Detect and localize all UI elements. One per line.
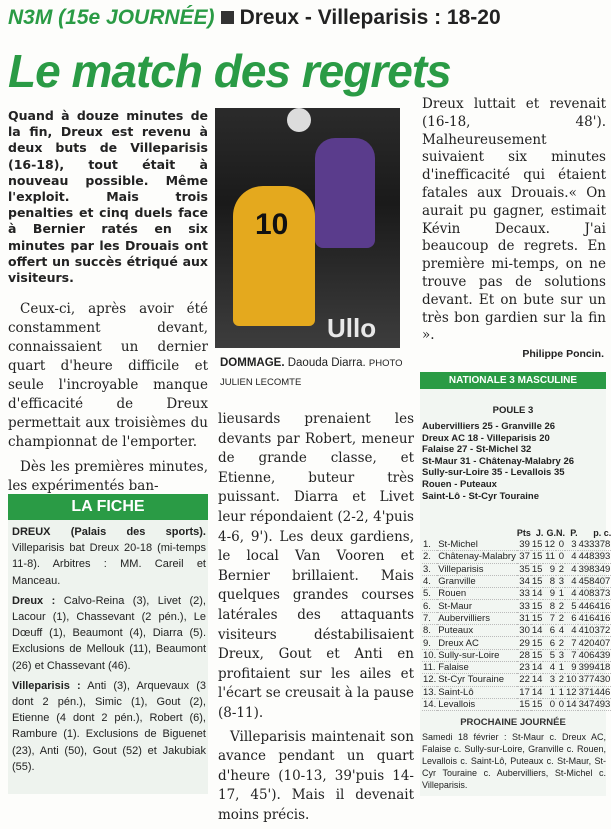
cell-n: 3 <box>556 575 565 587</box>
cell-n: 1 <box>556 588 565 600</box>
cell-pts: 34 <box>517 575 531 587</box>
table-row <box>422 637 611 649</box>
cell-g: 12 <box>544 539 556 551</box>
fiche-body <box>12 524 206 779</box>
player-yellow-jersey <box>233 186 315 326</box>
cell-g: 11 <box>545 551 556 563</box>
cell-j: 15 <box>531 649 543 661</box>
cell-rank: 10. <box>423 649 437 661</box>
cell-g: 8 <box>543 600 556 612</box>
cell-rank: 12. <box>423 674 437 686</box>
cell-rank: 7. <box>422 612 437 624</box>
col-header: p. c. <box>593 528 611 538</box>
poule-title: POULE 3 <box>492 405 534 416</box>
ranking-body <box>422 539 611 711</box>
cell-g: 5 <box>543 649 556 661</box>
body-right-column: Dreux luttait et revenait (16-18, 48'). Malheureusement suivaient six minutes d'inefficacité qui étaient fatales aux Drouais.« On aurait pu gagner, estimait Kévin Decaux. J'ai beaucoup de regrets. En première mi-temps, on ne trouve pas de solutions devant. Et on bute sur un très bon gardien sur la fin ». <box>422 96 606 344</box>
table-header-row <box>422 527 611 539</box>
results-list <box>422 421 606 502</box>
cell-n: 2 <box>556 612 565 624</box>
cell-team: Levallois <box>437 698 517 710</box>
cell-rank: 5. <box>422 588 437 600</box>
cell-team: Villeparisis <box>437 563 517 575</box>
cell-j: 15 <box>531 551 543 563</box>
cell-p: 3 <box>565 539 578 551</box>
cell-p: 6 <box>565 612 578 624</box>
cell-pc: 399418 <box>578 662 611 674</box>
table-row <box>422 563 611 575</box>
cell-pts: 17 <box>517 686 531 698</box>
match-photo <box>215 108 400 348</box>
fiche-venue: DREUX (Palais des sports). <box>12 526 206 538</box>
player-purple-jersey <box>315 138 375 248</box>
cell-g: 6 <box>543 637 556 649</box>
caption-text: Daouda Diarra. <box>287 357 366 369</box>
fiche-team: Villeparisis : <box>12 679 81 692</box>
cell-team: Aubervilliers <box>437 612 517 624</box>
col-header: N. <box>556 528 566 538</box>
ad-board-text: Ullo <box>327 313 377 343</box>
fiche-team: Dreux : <box>12 594 56 607</box>
table-row <box>422 551 611 563</box>
body-paragraph: lieusards prenaient les devants par Robert, meneur de grande classe, et Etienne, buteur très puissant. Diarra et Livet leur répondaient (2-2, 4'puis 4-6, 9'). Les deux gardiens, le local Van Vooren et Bernier brillaient. Mais quelques grandes courses latérales des attaquants visiteurs déstabilisaient Dreux, Gout et Anti en profitaient sur les ailes et l'écart se creusait à la pause (8-11). <box>218 411 415 721</box>
headline: Le match des regrets <box>8 45 451 97</box>
cell-pc: 410372 <box>578 625 611 637</box>
cell-n: 0 <box>556 698 565 710</box>
cell-j: 15 <box>531 539 543 551</box>
lead-paragraph: Quand à douze minutes de la fin, Dreux est revenu à deux buts de Villeparisis (16-18), tout était à nouveau possible. Même l'exploit. Mais trois penalties et cinq duels face à Bernier ratés en six minutes par les Drouais ont offert un succès étriqué aux visiteurs. <box>8 108 208 286</box>
cell-j: 14 <box>531 625 543 637</box>
cell-pc: 416416 <box>578 612 611 624</box>
table-row <box>422 649 611 661</box>
photo-caption <box>220 354 405 392</box>
cell-pts: 15 <box>517 698 531 710</box>
cell-pts: 33 <box>517 600 531 612</box>
cell-team: Granville <box>437 575 517 587</box>
cell-pc: 433378 <box>578 539 611 551</box>
cell-g: 9 <box>543 588 556 600</box>
cell-pc: 420407 <box>578 637 611 649</box>
caption-bold: DOMMAGE. <box>220 357 285 369</box>
fiche-text: Anti (3), Arquevaux (3 dont 2 pén.), Simic (1), Gout (2), Etienne (4 dont 2 pén.), Robert (6), Rambure (1). Exclusions de Biguenet (23), Anti (50), Gout (52) et Jakubiak (55). <box>12 679 206 773</box>
result-line: Sully-sur-Loire 35 - Levallois 35 <box>422 467 565 479</box>
cell-rank: 14. <box>423 699 437 710</box>
fiche-paragraph <box>12 593 206 674</box>
col-header: J. <box>535 528 544 538</box>
cell-rank: 9. <box>422 637 437 649</box>
cell-p: 4 <box>565 588 578 600</box>
cell-p: 4 <box>565 575 578 587</box>
cell-team: St-Cyr Touraine <box>437 674 517 686</box>
cell-pc: 448393 <box>578 551 611 563</box>
body-paragraph: Ceux-ci, après avoir été constamment devant, connaissaient un dernier quart d'heure difficile et seule l'incroyable manque d'efficacité de Dreux permettait aux troisièmes du championnat de l'emporter. <box>8 301 208 450</box>
cell-pts: 31 <box>517 612 531 624</box>
cell-pc: 398349 <box>578 563 611 575</box>
table-row <box>422 661 611 673</box>
cell-p: 9 <box>565 661 578 673</box>
cell-p: 7 <box>565 637 578 649</box>
body-middle-column <box>218 410 414 829</box>
table-row <box>422 588 611 600</box>
cell-j: 14 <box>531 662 543 674</box>
col-header: Pts <box>516 528 531 538</box>
cell-pc: 371446 <box>578 686 611 698</box>
cell-team: Rouen <box>437 588 517 600</box>
cell-p: 4 <box>565 625 578 637</box>
cell-j: 15 <box>531 612 543 624</box>
cell-j: 15 <box>531 699 543 710</box>
cell-j: 15 <box>531 563 543 575</box>
cell-p: 5 <box>565 600 578 612</box>
cell-p: 10 <box>566 674 577 686</box>
cell-j: 15 <box>531 576 543 588</box>
result-line: Falaise 27 - St-Michel 32 <box>422 444 532 456</box>
cell-j: 14 <box>531 674 543 686</box>
cell-j: 15 <box>531 637 543 649</box>
table-row <box>422 625 611 637</box>
col-header: G. <box>546 528 557 538</box>
next-round-title: PROCHAINE JOURNÉE <box>460 717 566 728</box>
cell-pc: 458407 <box>578 576 611 588</box>
square-bullet-icon <box>221 11 234 24</box>
cell-p: 12 <box>566 686 577 698</box>
table-row <box>422 612 611 624</box>
cell-j: 14 <box>531 588 543 600</box>
fiche-paragraph <box>12 524 206 589</box>
result-line: Rouen - Puteaux <box>422 478 497 490</box>
cell-n: 2 <box>556 637 565 649</box>
cell-team: Saint-Lô <box>437 686 517 698</box>
cell-rank: 11. <box>423 662 436 674</box>
cell-rank: 2. <box>422 551 437 563</box>
cell-pts: 22 <box>517 674 531 686</box>
ranking-table <box>422 527 611 711</box>
cell-pts: 28 <box>517 649 531 661</box>
cell-n: 2 <box>556 563 565 575</box>
kicker <box>8 6 501 30</box>
cell-g: 3 <box>543 674 556 686</box>
match-score: Dreux - Villeparisis : 18-20 <box>239 6 501 29</box>
result-line: Aubervilliers 25 - Granville 26 <box>422 421 556 432</box>
body-paragraph: Dès les premières minutes, les expérimentés ban- <box>8 459 208 494</box>
cell-pc: 406439 <box>578 649 611 661</box>
cell-g: 9 <box>543 563 556 575</box>
cell-rank: 6. <box>422 600 437 612</box>
cell-pc: 377430 <box>578 674 611 686</box>
league-title: NATIONALE 3 MASCULINE <box>420 372 606 389</box>
table-row <box>422 698 611 710</box>
fiche-title: LA FICHE <box>8 494 208 520</box>
cell-g: 6 <box>543 625 556 637</box>
cell-g: 8 <box>543 575 556 587</box>
cell-j: 15 <box>531 600 543 612</box>
byline: Philippe Poncin. <box>522 348 604 360</box>
photo-credit: PHOTO JULIEN LECOMTE <box>220 358 403 388</box>
cell-n: 2 <box>556 600 565 612</box>
cell-pc: 347493 <box>578 699 611 710</box>
body-paragraph: Villeparisis maintenait son avance pendant un quart d'heure (10-13, 39'puis 14-17, 45'). Mais il devenait moins précis. <box>218 728 414 823</box>
cell-team: St-Maur <box>437 600 517 612</box>
fiche-text: Villeparisis bat Dreux 20-18 (mi-temps 11-8). Arbitres : MM. Careil et Manceau. <box>12 542 206 587</box>
cell-team: Châtenay-Malabry <box>438 551 516 563</box>
cell-g: 4 <box>543 661 556 673</box>
cell-p: 4 <box>565 551 578 563</box>
competition-tag: N3M (15e JOURNÉE) <box>8 6 215 29</box>
result-line: St-Maur 31 - Châtenay-Malabry 26 <box>422 455 575 467</box>
cell-pts: 29 <box>517 637 531 649</box>
cell-pts: 33 <box>517 588 531 600</box>
cell-g: 0 <box>543 698 556 710</box>
cell-g: 7 <box>543 612 556 624</box>
cell-j: 14 <box>531 686 543 698</box>
cell-rank: 4. <box>422 575 437 587</box>
jersey-number: 10 <box>255 208 289 241</box>
cell-pc: 446416 <box>578 600 611 612</box>
cell-team: Falaise <box>437 661 517 673</box>
cell-team: St-Michel <box>437 539 517 551</box>
table-row <box>422 674 611 686</box>
table-row <box>422 686 611 698</box>
cell-g: 1 <box>543 686 556 698</box>
cell-rank: 3. <box>422 563 437 575</box>
cell-n: 0 <box>556 539 565 551</box>
col-header: P. <box>570 528 578 538</box>
cell-n: 1 <box>556 686 565 698</box>
cell-pts: 23 <box>517 661 531 673</box>
cell-n: 4 <box>556 625 565 637</box>
next-round-text: Samedi 18 février : St-Maur c. Dreux AC, Falaise c. Sully-sur-Loire, Granville c. Rouen, Levallois c. Saint-Lô, Puteaux c. St-Maur, St-Cyr Touraine c. Aubervilliers, St-Michel c. Villeparisis. <box>422 732 606 790</box>
cell-n: 3 <box>556 649 565 661</box>
body-left-column <box>8 300 208 502</box>
fiche-paragraph <box>12 678 206 775</box>
cell-p: 4 <box>565 563 578 575</box>
result-line: Saint-Lô - St-Cyr Touraine <box>422 490 539 502</box>
cell-n: 0 <box>556 551 565 563</box>
fiche-text: Calvo-Reina (3), Livet (2), Lacour (1), Chassevant (2 pén.), Le Dœuff (1), Beaumont (4), Diarra (5). Exclusions de Mellouk (11), Beaumont (26) et Chassevant (46). <box>12 594 206 672</box>
table-row <box>422 539 611 551</box>
cell-pc: 408373 <box>578 588 611 600</box>
ball-shape <box>287 108 311 132</box>
cell-pts: 37 <box>517 551 531 563</box>
cell-pts: 35 <box>517 563 531 575</box>
cell-n: 2 <box>556 674 565 686</box>
cell-team: Puteaux <box>437 625 517 637</box>
cell-rank: 8. <box>422 625 437 637</box>
cell-p: 14 <box>566 699 577 710</box>
cell-team: Sully-sur-Loire <box>437 649 517 661</box>
result-line: Dreux AC 18 - Villeparisis 20 <box>422 432 550 444</box>
cell-rank: 1. <box>422 539 437 551</box>
cell-rank: 13. <box>423 686 437 698</box>
cell-n: 1 <box>556 661 565 673</box>
cell-p: 7 <box>565 649 578 661</box>
cell-pts: 39 <box>517 539 531 551</box>
table-row <box>422 575 611 587</box>
cell-team: Dreux AC <box>437 637 517 649</box>
table-row <box>422 600 611 612</box>
cell-pts: 30 <box>517 625 531 637</box>
